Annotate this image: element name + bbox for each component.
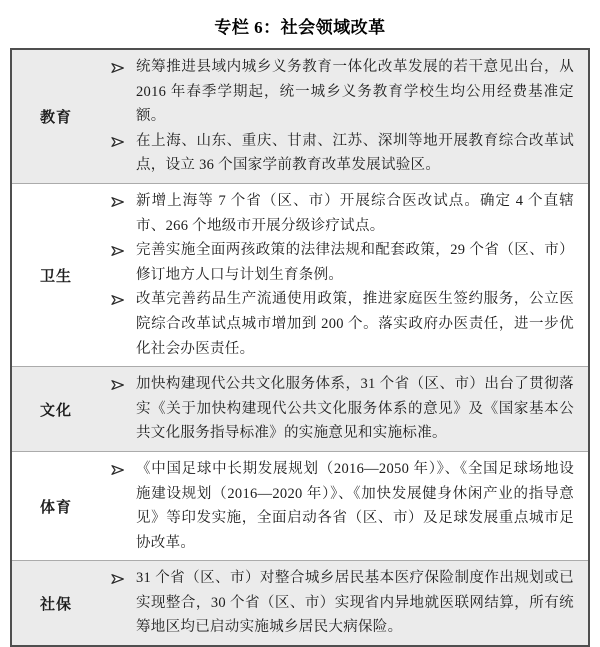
row-items (100, 50, 588, 183)
list-item (110, 566, 574, 640)
table-row (12, 560, 588, 645)
item-text: 改革完善药品生产流通使用政策，推进家庭医生签约服务，公立医院综合改革试点城市增加到 200 个。落实政府办医责任，进一步优化社会办医责任。 (136, 291, 574, 357)
bullet-arrow-icon (110, 55, 136, 129)
table-row (12, 50, 588, 183)
table-row (12, 366, 588, 451)
item-text: 新增上海等 7 个省（区、市）开展综合医改试点。确定 4 个直辖市、266 个地级市开展分级诊疗试点。 (136, 192, 574, 234)
bullet-arrow-icon (110, 287, 136, 361)
row-category-label: 文化 (39, 402, 72, 419)
list-item (110, 129, 574, 178)
item-text: 完善实施全面两孩政策的法律法规和配套政策，29 个省（区、市）修订地方人口与计划生育条例。 (136, 242, 574, 283)
bullet-arrow-icon (110, 189, 136, 238)
list-item (110, 238, 574, 287)
page-title: 专栏 6：社会领域改革 (214, 18, 386, 37)
list-item (110, 372, 574, 446)
row-items (100, 184, 588, 366)
row-items (100, 452, 588, 560)
bullet-arrow-icon (110, 238, 136, 287)
row-category-label: 教育 (39, 109, 72, 126)
row-category-label: 卫生 (39, 268, 72, 285)
row-category-label: 社保 (39, 596, 72, 613)
bullet-arrow-icon (110, 129, 136, 178)
list-item (110, 189, 574, 238)
row-items (100, 367, 588, 451)
item-text: 《中国足球中长期发展规划（2016—2050 年）》、《全国足球场地设施建设规划（2016—2020 年）》、《加快发展健身休闲产业的指导意见》等印发实施，全面启动各省（区、市）及足球发展重点城市足协改革。 (136, 460, 574, 551)
table-row (12, 451, 588, 560)
item-text: 31 个省（区、市）对整合城乡居民基本医疗保险制度作出规划或已实现整合，30 个省（区、市）实现省内异地就医联网结算，所有统筹地区均已启动实施城乡居民大病保险。 (136, 570, 574, 636)
row-category-label: 体育 (39, 499, 72, 516)
item-text: 在上海、山东、重庆、甘肃、江苏、深圳等地开展教育综合改革试点，设立 36 个国家学前教育改革发展试验区。 (136, 132, 574, 174)
item-text: 加快构建现代公共文化服务体系，31 个省（区、市）出台了贯彻落实《关于加快构建现代公共文化服务体系的意见》及《国家基本公共文化服务指导标准》的实施意见和实施标准。 (136, 376, 574, 442)
list-item (110, 287, 574, 361)
reform-table (10, 48, 590, 647)
item-text: 统筹推进县域内城乡义务教育一体化改革发展的若干意见出台，从 2016 年春季学期起，统一城乡义务教育学校生均公用经费基准定额。 (136, 59, 574, 125)
row-items (100, 561, 588, 645)
list-item (110, 55, 574, 129)
bullet-arrow-icon (110, 457, 136, 555)
list-item (110, 457, 574, 555)
bullet-arrow-icon (110, 566, 136, 640)
table-row (12, 183, 588, 366)
bullet-arrow-icon (110, 372, 136, 446)
